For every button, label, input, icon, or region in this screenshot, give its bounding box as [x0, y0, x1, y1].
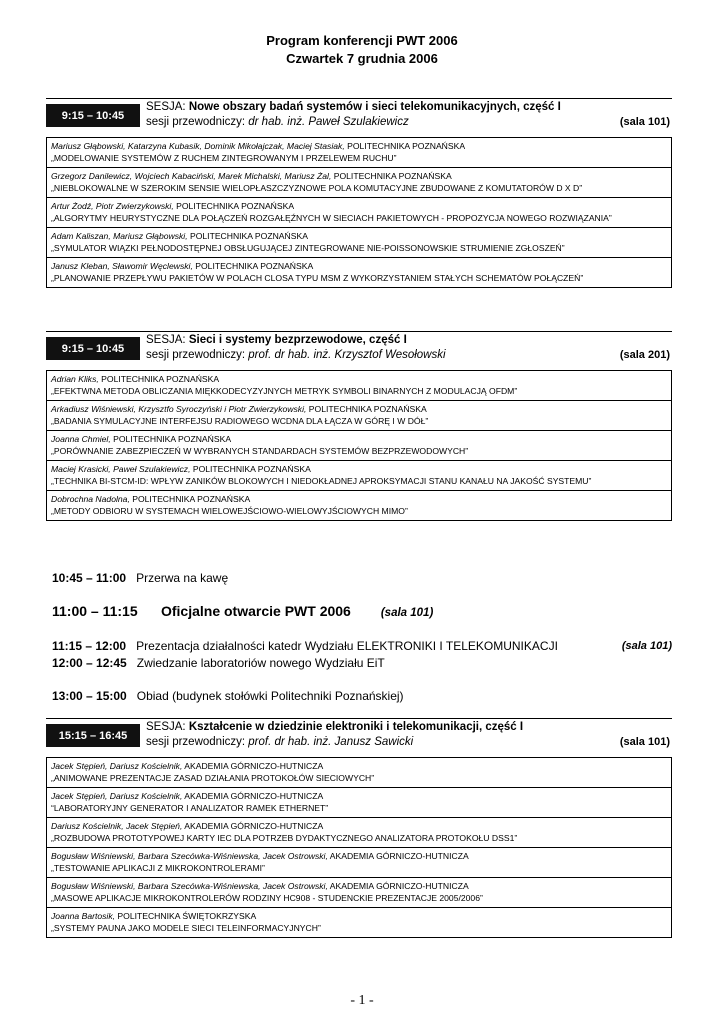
talk-authors: Adam Kaliszan, Mariusz Głąbowski,: [51, 231, 188, 241]
talk-authors: Arkadiusz Wiśniewski, Krzysztfo Syroczyński i Piotr Zwierzykowski,: [51, 404, 307, 414]
talk-item: [47, 198, 671, 228]
session-chair: dr hab. inż. Paweł Szulakiewicz: [248, 116, 409, 128]
chair-prefix: sesji przewodniczy:: [146, 116, 249, 128]
talk-title: „ALGORYTMY HEURYSTYCZNE DLA POŁĄCZEŃ ROZGAŁĘŹNYCH W SIECIACH PAKIETOWYCH - PROPOZYCJA NOWEGO ROZWIĄZANIA”: [51, 213, 612, 223]
talk-authors: Jacek Stępień, Dariusz Kościelnik,: [51, 791, 183, 801]
session-title: [146, 101, 561, 113]
session-time: 9:15 – 10:45: [61, 109, 125, 122]
talk-authors: Bogusław Wiśniewski, Barbara Szecówka-Wiśniewska, Jacek Ostrowski,: [51, 851, 328, 861]
talk-authors: Dobrochna Nadolna,: [51, 494, 130, 504]
session-chair-line: [146, 116, 670, 128]
talk-authors: Joanna Bartosik,: [51, 911, 116, 921]
session-prefix: SESJA:: [146, 721, 189, 733]
talk-title: „ANIMOWANE PREZENTACJE ZASAD DZIAŁANIA PROTOKOŁÓW SIECIOWYCH”: [51, 773, 375, 783]
break-time: 10:45 – 11:00: [52, 571, 127, 585]
tour-line: [52, 656, 385, 670]
talk-affiliation: POLITECHNIKA POZNAŃSKA: [110, 434, 232, 444]
tour-time: 12:00 – 12:45: [52, 656, 127, 670]
talk-title: „PORÓWNANIE ZABEZPIECZEŃ W WYBRANYCH STANDARDACH SYSTEMÓW BEZPRZEWODOWYCH”: [51, 446, 469, 456]
presentation-room: (sala 101): [621, 640, 672, 652]
talk-title: „METODY ODBIORU W SYSTEMACH WIELOWEJŚCIOWO-WIELOWYJŚCIOWYCH MIMO”: [51, 506, 408, 516]
session-time-box: [46, 335, 140, 362]
session-prefix: SESJA:: [146, 101, 189, 113]
talk-affiliation: AKADEMIA GÓRNICZO-HUTNICZA: [327, 881, 469, 891]
session-header: [46, 98, 672, 137]
session-chair: prof. dr hab. inż. Krzysztof Wesołowski: [248, 349, 446, 361]
session-header: [46, 718, 672, 757]
session-name: Nowe obszary badań systemów i sieci telekomunikacyjnych, część I: [188, 101, 561, 113]
talk-list: [46, 757, 672, 938]
session-prefix: SESJA:: [146, 334, 189, 346]
talk-affiliation: POLITECHNIKA ŚWIĘTOKRZYSKA: [115, 911, 257, 921]
talk-item: [47, 758, 671, 788]
session-block: [46, 98, 672, 288]
session-room: (sala 101): [619, 736, 670, 748]
lunch-label: Obiad (budynek stołówki Politechniki Poznańskiej): [136, 689, 404, 703]
talk-item: [47, 168, 671, 198]
talk-authors: Maciej Krasicki, Paweł Szulakiewicz,: [51, 464, 191, 474]
page-number: - 1 -: [350, 993, 374, 1008]
session-room: (sala 201): [619, 349, 670, 361]
talk-title: „ROZBUDOWA PROTOTYPOWEJ KARTY IEC DLA POTRZEB DYDAKTYCZNEGO ANALIZATORA PROTOKOŁU DSS1”: [51, 833, 518, 843]
presentation-time: 11:15 – 12:00: [52, 639, 127, 653]
talk-authors: Janusz Kleban, Sławomir Węclewski,: [51, 261, 193, 271]
talk-title: „SYSTEMY PAUNA JAKO MODELE SIECI TELEINFORMACYJNYCH”: [51, 923, 321, 933]
talk-item: [47, 461, 671, 491]
session-name: Sieci i systemy bezprzewodowe, część I: [188, 334, 407, 346]
talk-authors: Joanna Chmiel,: [51, 434, 111, 444]
lunch-line: [52, 689, 404, 703]
presentation-label: Prezentacja działalności katedr Wydziału ELEKTRONIKI I TELEKOMUNIKACJI: [136, 639, 558, 653]
session-room: (sala 101): [619, 116, 670, 128]
talk-affiliation: POLITECHNIKA POZNAŃSKA: [306, 404, 427, 414]
talk-affiliation: POLITECHNIKA POZNAŃSKA: [187, 231, 308, 241]
talk-title: „EFEKTWNA METODA OBLICZANIA MIĘKKODECYZYJNYCH METRYK SYMBOLI BINARNYCH Z MODULACJĄ OFDM”: [51, 386, 518, 396]
session-header: [46, 331, 672, 370]
talk-affiliation: POLITECHNIKA POZNAŃSKA: [98, 374, 220, 384]
session-time-box: [46, 722, 140, 749]
talk-authors: Bogusław Wiśniewski, Barbara Szecówka-Wiśniewska, Jacek Ostrowski,: [51, 881, 328, 891]
session-title: [146, 721, 523, 733]
talk-affiliation: POLITECHNIKA POZNAŃSKA: [190, 464, 311, 474]
talk-authors: Artur Żodź, Piotr Zwierzykowski,: [51, 201, 174, 211]
session-chair-line: [146, 349, 670, 361]
talk-item: [47, 431, 671, 461]
session-title: [146, 334, 407, 346]
talk-authors: Grzegorz Danilewicz, Wojciech Kabaciński, Marek Michalski, Mariusz Żal,: [51, 171, 332, 181]
chair-prefix: sesji przewodniczy:: [146, 349, 249, 361]
session-name: Kształcenie w dziedzinie elektroniki i telekomunikacji, część I: [188, 721, 524, 733]
talk-list: [46, 370, 672, 521]
talk-title: „BADANIA SYMULACYJNE INTERFEJSU RADIOWEGO WCDNA DLA ŁĄCZA W GÓRĘ I W DÓŁ”: [51, 416, 429, 426]
tour-label: Zwiedzanie laboratoriów nowego Wydziału EiT: [136, 656, 385, 670]
talk-title: „MODELOWANIE SYSTEMÓW Z RUCHEM ZINTEGROWANYM I PRZELEWEM RUCHU”: [51, 153, 397, 163]
talk-list: [46, 137, 672, 288]
talk-item: [47, 491, 671, 520]
lunch-time: 13:00 – 15:00: [52, 689, 127, 703]
talk-authors: Jacek Stępień, Dariusz Kościelnik,: [51, 761, 183, 771]
opening-label: Oficjalne otwarcie PWT 2006: [160, 603, 351, 619]
break-label: Przerwa na kawę: [136, 571, 229, 585]
break-line: [52, 571, 228, 585]
session-time: 15:15 – 16:45: [58, 729, 128, 742]
opening-line: [52, 603, 433, 619]
session-time-box: [46, 102, 140, 129]
session-block: [46, 331, 672, 521]
talk-title: „MASOWE APLIKACJE MIKROKONTROLERÓW RODZINY HC908 - STUDENCKIE PREZENTACJE 2005/2006”: [51, 893, 483, 903]
opening-time: 11:00 – 11:15: [52, 603, 138, 619]
session-block: [46, 718, 672, 938]
talk-title: „SYMULATOR WIĄZKI PEŁNODOSTĘPNEJ OBSŁUGUJĄCEJ ZINTEGROWANE NIE-POISSONOWSKIE STRUMIENIE ZGŁOSZEŃ”: [51, 243, 565, 253]
talk-title: „TECHNIKA BI-STCM-ID: WPŁYW ZANIKÓW BLOKOWYCH I NIEDOKŁADNEJ APROKSYMACJI STANU KANAŁU NA JAKOŚĆ SYSTEMU”: [51, 476, 592, 486]
talk-title: „PLANOWANIE PRZEPŁYWU PAKIETÓW W POLACH CLOSA TYPU MSM Z WYKORZYSTANIEM STAŁYCH SCHEMATÓW POŁĄCZEŃ”: [51, 273, 584, 283]
talk-item: [47, 878, 671, 908]
talk-authors: Dariusz Kościelnik, Jacek Stępień,: [51, 821, 183, 831]
talk-item: [47, 371, 671, 401]
talk-affiliation: POLITECHNIKA POZNAŃSKA: [192, 261, 314, 271]
talk-authors: Adrian Kliks,: [51, 374, 99, 384]
talk-title: „NIEBLOKOWALNE W SZEROKIM SENSIE WIELOPŁASZCZYZNOWE POLA KOMUTACYJNE ZBUDOWANE Z KOMUTATORÓW D X D”: [51, 183, 583, 193]
talk-item: [47, 908, 671, 937]
talk-affiliation: AKADEMIA GÓRNICZO-HUTNICZA: [182, 791, 324, 801]
talk-item: [47, 401, 671, 431]
opening-room: (sala 101): [380, 607, 434, 619]
session-chair: prof. dr hab. inż. Janusz Sawicki: [248, 736, 414, 748]
talk-affiliation: AKADEMIA GÓRNICZO-HUTNICZA: [182, 821, 324, 831]
session-time: 9:15 – 10:45: [61, 342, 125, 355]
chair-prefix: sesji przewodniczy:: [146, 736, 249, 748]
document-title: Program konferencji PWT 2006: [266, 33, 458, 48]
session-chair-line: [146, 736, 670, 748]
talk-title: „TESTOWANIE APLIKACJI Z MIKROKONTROLERAMI”: [51, 863, 265, 873]
talk-affiliation: AKADEMIA GÓRNICZO-HUTNICZA: [182, 761, 324, 771]
talk-title: “LABORATORYJNY GENERATOR I ANALIZATOR RAMEK ETHERNET”: [51, 803, 329, 813]
talk-item: [47, 818, 671, 848]
talk-affiliation: AKADEMIA GÓRNICZO-HUTNICZA: [327, 851, 469, 861]
document-subtitle: Czwartek 7 grudnia 2006: [286, 51, 438, 66]
talk-affiliation: POLITECHNIKA POZNAŃSKA: [129, 494, 251, 504]
talk-item: [47, 258, 671, 287]
talk-item: [47, 848, 671, 878]
talk-affiliation: POLITECHNIKA POZNAŃSKA: [331, 171, 452, 181]
presentation-line: [52, 639, 672, 653]
talk-item: [47, 228, 671, 258]
talk-item: [47, 138, 671, 168]
talk-affiliation: POLITECHNIKA POZNAŃSKA: [173, 201, 295, 211]
talk-item: [47, 788, 671, 818]
talk-affiliation: POLITECHNIKA POZNAŃSKA: [344, 141, 466, 151]
talk-authors: Mariusz Głąbowski, Katarzyna Kubasik, Dominik Mikołajczak, Maciej Stasiak,: [51, 141, 345, 151]
